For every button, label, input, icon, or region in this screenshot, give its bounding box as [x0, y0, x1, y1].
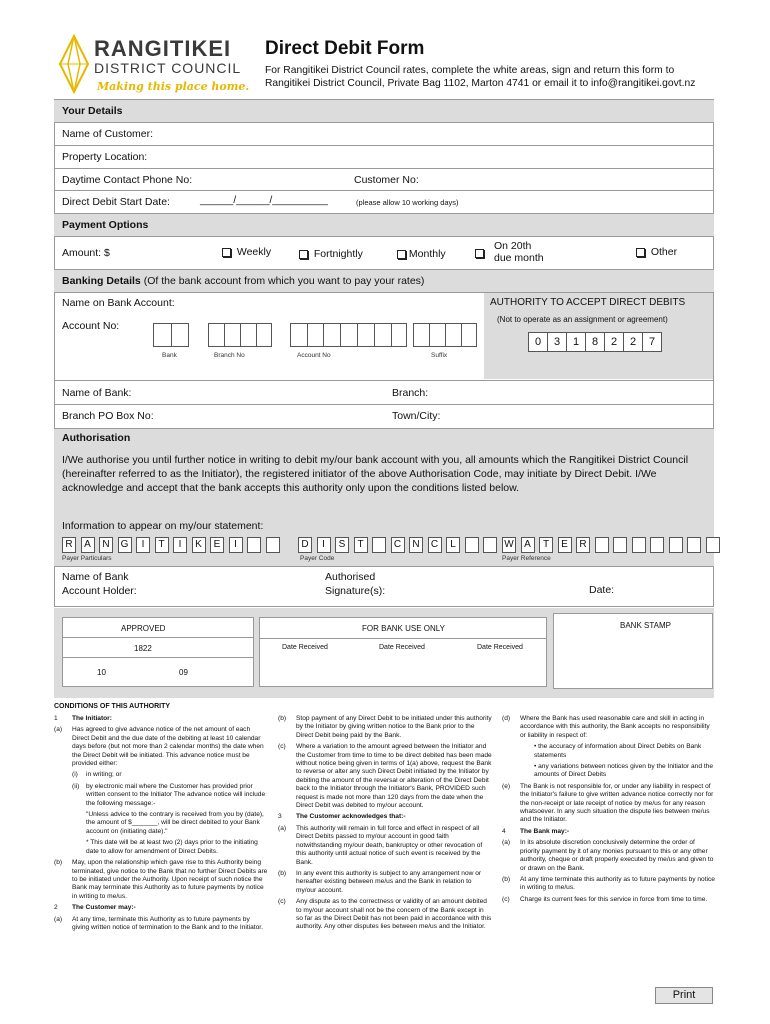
payer-particulars-cell[interactable]: R [62, 537, 76, 553]
account-suffix-box[interactable] [413, 323, 477, 347]
payer-code-cell[interactable] [465, 537, 479, 553]
start-date-label: Direct Debit Start Date: [62, 196, 170, 208]
condition-item: (ii) by electronic mail where the Customer has provided prior written consent to the Initiator The advance notice will include the following message:- [72, 782, 266, 807]
statement-label: Information to appear on my/our statement: [62, 520, 264, 532]
payer-particulars-cell[interactable]: A [81, 537, 95, 553]
condition-item: (c) Any dispute as to the correctness or validity of an amount debited to my/our account shall not be the concern of the Bank except in so far as the Direct Debit has not been paid in accordance with this authority. Any other disputes lies between me/us and the Initiator. [278, 898, 492, 931]
condition-item: (c) Where a variation to the amount agreed between the Initiator and the Customer from time to time to be direct debited has been made without notice being given in terms of 1(a) above, request the Bank to reverse or alter any such Direct Debit initiated by the Initiator by debiting the amount of the reversal or alteration of the Direct Debit back to the Initiator through the Initiator's Bank, PROVIDED such request is made not more than 120 days from the date when the Direct Debit was debited to my/our account. [278, 743, 492, 810]
property-location-label: Property Location: [62, 151, 148, 163]
payer-reference-cell[interactable] [613, 537, 627, 553]
payer-particulars-cell[interactable]: N [99, 537, 113, 553]
cap-suffix: Suffix [431, 352, 448, 359]
name-on-account-label: Name on Bank Account: [62, 297, 175, 309]
town-city-label: Town/City: [392, 410, 441, 422]
authority-code-digit: 3 [547, 332, 567, 352]
payer-particulars-cell[interactable]: I [173, 537, 187, 553]
condition-item: 4 The Bank may:- [502, 827, 570, 835]
logo-subtitle: DISTRICT COUNCIL [94, 60, 242, 76]
approved-val-09: 09 [179, 668, 188, 677]
logo-title: RANGITIKEI [94, 36, 232, 61]
payer-reference-cell[interactable]: E [558, 537, 572, 553]
condition-item: (i) in writing; or [72, 771, 122, 779]
condition-item: "Unless advice to the contrary is received from you by (date), the amount of $_______, will be direct debited to your Bank account on (initiating date)." [86, 811, 264, 835]
payer-code-cell[interactable]: T [354, 537, 368, 553]
payer-particulars-cell[interactable]: G [118, 537, 132, 553]
conditions-col-2 [278, 715, 492, 935]
banking-heading: Banking Details [62, 275, 141, 287]
logo-icon [58, 34, 90, 94]
form-intro: For Rangitikei District Council rates, complete the white areas, sign and return this form to Rangitikei District Council, Private Bag 1102, Marton 4741 or email it to info@rangitikei.govt.nz [265, 65, 696, 89]
approved-value: 1822 [134, 644, 152, 653]
section-your-details: Your Details [54, 100, 714, 122]
authority-code-digit: 2 [604, 332, 624, 352]
payer-code-cell[interactable]: I [317, 537, 331, 553]
condition-item: (b) May, upon the relationship which gave rise to this Authority being terminated, give notice to the Bank that no further Direct Debits are to be initiated under the Authority. Upon receipt of such notice the Bank may terminate this Authority as to future payments by notice in writing to me/us. [54, 859, 268, 900]
condition-item: (a) At any time, terminate this Authority as to future payments by giving written notice of termination to the Bank and to the Initiator. [54, 915, 263, 931]
payment-row [54, 236, 714, 269]
logo-tagline: Making this place home. [97, 80, 250, 93]
payer-reference-cell[interactable]: R [576, 537, 590, 553]
payer-particulars-cell[interactable]: I [136, 537, 150, 553]
condition-item: 3 The Customer acknowledges that:- [278, 813, 406, 821]
print-button[interactable]: Print [655, 987, 713, 1004]
authority-code-digit: 8 [585, 332, 605, 352]
approved-label: APPROVED [121, 624, 166, 633]
start-date-blanks[interactable]: ______/______/__________ [200, 195, 328, 206]
payer-reference-cell[interactable]: W [502, 537, 516, 553]
cap-branch: Branch No [214, 352, 245, 359]
conditions-title: CONDITIONS OF THIS AUTHORITY [54, 703, 171, 710]
payer-reference-cell[interactable]: A [521, 537, 535, 553]
section-banking [54, 269, 714, 292]
condition-item: 2 The Customer may:- [54, 904, 136, 912]
condition-item: (a) This authority will remain in full force and effect in respect of all Direct Debits passed to my/our account in good faith notwithstanding my/our death, bankruptcy or other revocation of this authority until actual notice of such event is received by the Bank. [278, 824, 483, 866]
bank-name-row[interactable] [54, 380, 714, 404]
cap-bank: Bank [162, 352, 177, 359]
other-checkbox[interactable] [636, 248, 645, 257]
account-number-box[interactable] [290, 323, 407, 347]
account-branch-box[interactable] [208, 323, 272, 347]
condition-item: (b) In any event this authority is subject to any arrangement now or hereafter existing between me/us and the Bank in relation to my/our account. [278, 869, 482, 894]
condition-item: • any variations between notices given by the Initiator and the amounts of Direct Debits [534, 763, 713, 779]
payer-particulars-cell[interactable] [266, 537, 280, 553]
branch-label: Branch: [392, 387, 429, 399]
payer-code-cell[interactable]: L [446, 537, 460, 553]
authority-code-digit: 1 [566, 332, 586, 352]
cap-reference: Payer Reference [502, 555, 551, 562]
payer-code-cell[interactable] [483, 537, 497, 553]
authority-code-digit: 7 [642, 332, 662, 352]
date-received-2: Date Received [379, 644, 425, 651]
branch-po-label: Branch PO Box No: [62, 410, 154, 422]
condition-item: 1 The Initiator: [54, 715, 112, 722]
other-option[interactable]: Other [636, 246, 677, 258]
date-label: Date: [589, 584, 615, 596]
branch-po-row[interactable] [54, 404, 714, 427]
condition-item: (a) In its absolute discretion conclusively determine the order of priority payment by it of any monies pursuant to this or any other authority, cheque or draft properly executed by me/us and given to or drawn on the Bank. [502, 839, 714, 872]
phone-label: Daytime Contact Phone No: [62, 174, 193, 186]
form-title: Direct Debit Form [265, 38, 425, 59]
fortnightly-option[interactable]: Fortnightly [299, 248, 363, 260]
payer-code-cell[interactable] [372, 537, 386, 553]
bank-stamp-box [553, 613, 713, 689]
cap-particulars: Payer Particulars [62, 555, 112, 562]
payer-reference-cell[interactable] [706, 537, 720, 553]
customer-no-label: Customer No: [354, 174, 419, 186]
cap-code: Payer Code [300, 555, 335, 562]
name-of-bank-label: Name of Bank: [62, 387, 132, 399]
authority-note: (Not to operate as an assignment or agreement) [497, 315, 668, 324]
conditions-col-1 [54, 715, 268, 935]
payer-particulars-cell[interactable]: E [210, 537, 224, 553]
cap-account: Account No [297, 352, 331, 359]
weekly-checkbox[interactable] [222, 248, 231, 257]
authorisation-text: I/We authorise you until further notice in writing to debit my/our bank account with you, all amounts which the Rangitikei District Council (hereinafter referred to as the Initiator), the registered initiator of the above Authorisation Code, may initiate by Direct Debit. I/We acknowledge and accept that the bank accepts this authority only upon the conditions listed below. [62, 454, 689, 494]
customer-name-label: Name of Customer: [62, 128, 154, 140]
payer-code-cell[interactable]: S [335, 537, 349, 553]
condition-item: (b) Stop payment of any Direct Debit to be initiated under this authority by the Initiator by giving written notice to the Bank prior to the Direct Debit being paid by the Bank. [278, 715, 492, 739]
customer-name-row[interactable] [54, 122, 714, 145]
payer-code-cell[interactable]: D [298, 537, 312, 553]
payer-code-cell[interactable]: N [409, 537, 423, 553]
condition-item: (b) At any time terminate this authority as to future payments by notice in writing to me/us. [502, 875, 715, 892]
approved-box [62, 617, 254, 687]
approved-val-10: 10 [97, 668, 106, 677]
monthly-option[interactable]: Monthly [397, 248, 446, 260]
condition-item: (c) Charge its current fees for this service in force from time to time. [502, 895, 708, 903]
authority-title: AUTHORITY TO ACCEPT DIRECT DEBITS [490, 297, 686, 308]
date-received-1: Date Received [282, 644, 328, 651]
start-date-note: (please allow 10 working days) [356, 198, 459, 207]
signature-label: Authorised Signature(s): [325, 571, 386, 597]
payer-reference-cell[interactable] [632, 537, 646, 553]
payer-particulars-cell[interactable] [247, 537, 261, 553]
payer-particulars-cell[interactable]: K [192, 537, 206, 553]
property-location-row[interactable] [54, 145, 714, 168]
signature-row[interactable] [54, 566, 714, 604]
authorisation-heading: Authorisation [62, 432, 131, 444]
payer-code-cell[interactable]: C [391, 537, 405, 553]
banking-heading-note: (Of the bank account from which you want to pay your rates) [140, 275, 425, 287]
for-bank-use-label: FOR BANK USE ONLY [362, 624, 445, 633]
phone-row[interactable] [54, 168, 714, 190]
weekly-option[interactable]: Weekly [222, 246, 271, 258]
condition-item: (d) Where the Bank has used reasonable care and skill in acting in accordance with this authority, the Bank accepts no responsibility or liability in respect of: [502, 715, 710, 739]
start-date-row[interactable] [54, 190, 714, 212]
account-bank-box[interactable] [153, 323, 189, 347]
condition-item: • the accuracy of information about Direct Debits on Bank statements [534, 743, 702, 759]
payer-reference-cell[interactable] [595, 537, 609, 553]
payer-particulars-cell[interactable]: I [229, 537, 243, 553]
payer-code-cell[interactable]: C [428, 537, 442, 553]
holder-label: Name of Bank Account Holder: [62, 571, 137, 597]
on20th-checkbox[interactable] [475, 247, 484, 259]
condition-item: (e) The Bank is not responsible for, or under any liability in respect of the Initiator's failure to give written advance notice correctly nor for the non-receipt or late receipt of notice by me/us for any reason whatsoever. In any such situation the dispute lies between me/us and the Initiator. [502, 782, 714, 824]
monthly-checkbox[interactable] [397, 250, 406, 259]
date-received-3: Date Received [477, 644, 523, 651]
bank-stamp-label: BANK STAMP [620, 621, 671, 630]
payer-particulars-cell[interactable]: T [155, 537, 169, 553]
payer-reference-cell[interactable] [687, 537, 701, 553]
fortnightly-checkbox[interactable] [299, 250, 308, 259]
payer-reference-cell[interactable]: T [539, 537, 553, 553]
payer-reference-cell[interactable] [650, 537, 664, 553]
account-no-label: Account No: [62, 320, 120, 332]
section-payment-options: Payment Options [54, 213, 714, 236]
for-bank-use-box [259, 617, 547, 687]
conditions-col-3 [502, 715, 716, 907]
condition-item: * This date will be at least two (2) days prior to the initiating date to allow for amendment of Direct Debits. [86, 839, 258, 855]
condition-item: (a) Has agreed to give advance notice of the net amount of each Direct Debit and the due date of the debiting at least 10 calendar days before (but not more than 2 calendar months) the date when the Direct Debit will be initiated. This advance notice must be provided either: [54, 726, 264, 768]
on20th-label: On 20th due month [494, 240, 544, 264]
authority-code-digit: 2 [623, 332, 643, 352]
authority-code-digit: 0 [528, 332, 548, 352]
amount-label: Amount: $ [62, 247, 110, 259]
payer-reference-cell[interactable] [669, 537, 683, 553]
